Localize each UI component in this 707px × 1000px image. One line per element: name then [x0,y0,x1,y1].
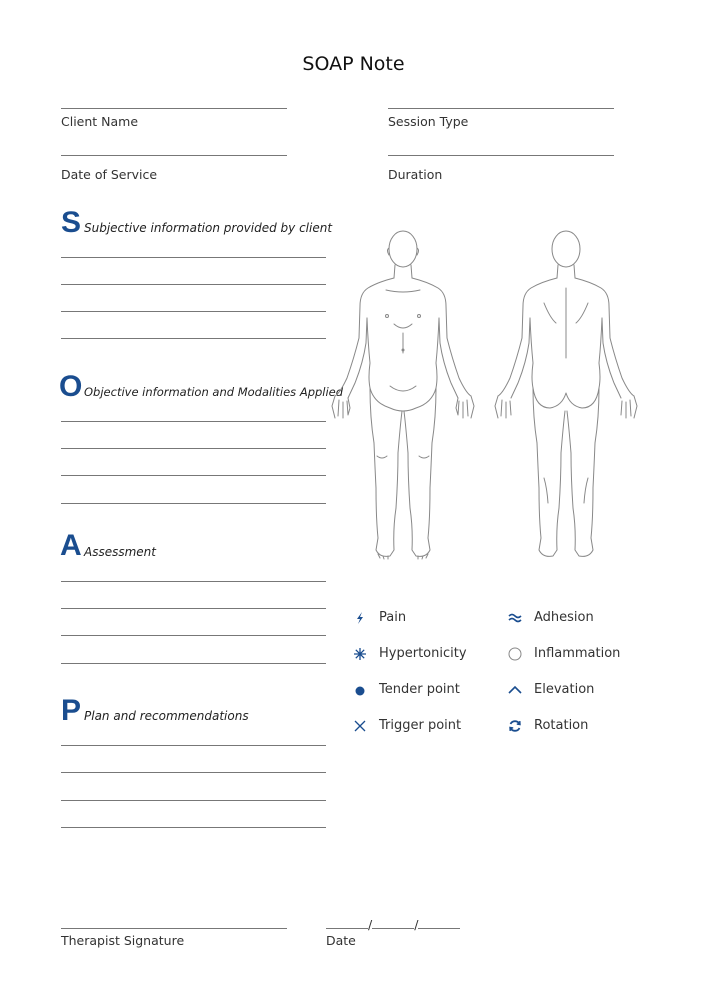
section-s-line-3[interactable] [61,311,326,312]
section-o-letter: O [59,370,83,403]
section-o-line-4[interactable] [61,503,326,504]
section-a-line-3[interactable] [61,635,326,636]
date-separator-2: / [414,917,419,932]
legend-elevation [508,682,594,697]
legend-adhesion [508,610,594,625]
section-s-letter: S [61,206,82,239]
legend-rotation [508,718,588,733]
cross-icon [353,719,367,733]
legend-inflammation-label: Inflammation [534,646,621,661]
body-back-diagram[interactable] [492,228,642,563]
rotate-icon [508,719,522,733]
wave-icon [508,611,522,625]
date-month-field[interactable] [326,914,368,929]
asterisk-icon [353,647,367,661]
legend-elevation-label: Elevation [534,682,595,697]
section-o-line-2[interactable] [61,448,326,449]
legend-hypertonicity [353,646,467,661]
date-of-service-field[interactable] [61,155,287,156]
date-of-service-label: Date of Service [61,167,158,182]
section-o-label: Objective information and Modalities Applied [84,385,344,399]
legend-trigger-point [353,718,461,733]
section-p-line-3[interactable] [61,800,326,801]
legend-rotation-label: Rotation [534,718,589,733]
section-p-letter: P [61,694,82,727]
section-o-line-3[interactable] [61,475,326,476]
legend-tender-point [353,682,460,697]
therapist-signature-field[interactable] [61,928,287,929]
duration-field[interactable] [388,155,614,156]
section-o-line-1[interactable] [61,421,326,422]
legend-inflammation [508,646,620,661]
body-front-diagram[interactable] [330,228,500,563]
section-p-line-1[interactable] [61,745,326,746]
section-p-label: Plan and recommendations [84,709,249,723]
section-a-line-2[interactable] [61,608,326,609]
date-day-field[interactable] [372,914,414,929]
date-year-field[interactable] [418,914,460,929]
section-a-letter: A [60,529,82,562]
section-s-line-2[interactable] [61,284,326,285]
legend-trigger-point-label: Trigger point [379,718,462,733]
section-s-label: Subjective information provided by client [84,221,333,235]
client-name-label: Client Name [61,114,139,129]
date-separator-1: / [368,917,373,932]
therapist-signature-label: Therapist Signature [61,933,185,948]
section-s-line-1[interactable] [61,257,326,258]
section-a-label: Assessment [84,545,156,559]
lightning-icon [353,611,367,625]
circle-outline-icon [508,647,522,661]
date-label: Date [326,933,356,948]
session-type-label: Session Type [388,114,469,129]
section-a-line-4[interactable] [61,663,326,664]
legend-pain [353,610,406,625]
section-p-line-2[interactable] [61,772,326,773]
client-name-field[interactable] [61,108,287,109]
session-type-field[interactable] [388,108,614,109]
section-p-line-4[interactable] [61,827,326,828]
page-title: SOAP Note [302,53,405,75]
date-field[interactable] [326,914,460,932]
filled-dot-icon [353,683,367,697]
duration-label: Duration [388,167,443,182]
section-s-line-4[interactable] [61,338,326,339]
legend-tender-point-label: Tender point [379,682,460,697]
legend-hypertonicity-label: Hypertonicity [379,646,467,661]
section-a-line-1[interactable] [61,581,326,582]
caret-up-icon [508,683,522,697]
legend-adhesion-label: Adhesion [534,610,594,625]
legend-pain-label: Pain [379,610,407,625]
